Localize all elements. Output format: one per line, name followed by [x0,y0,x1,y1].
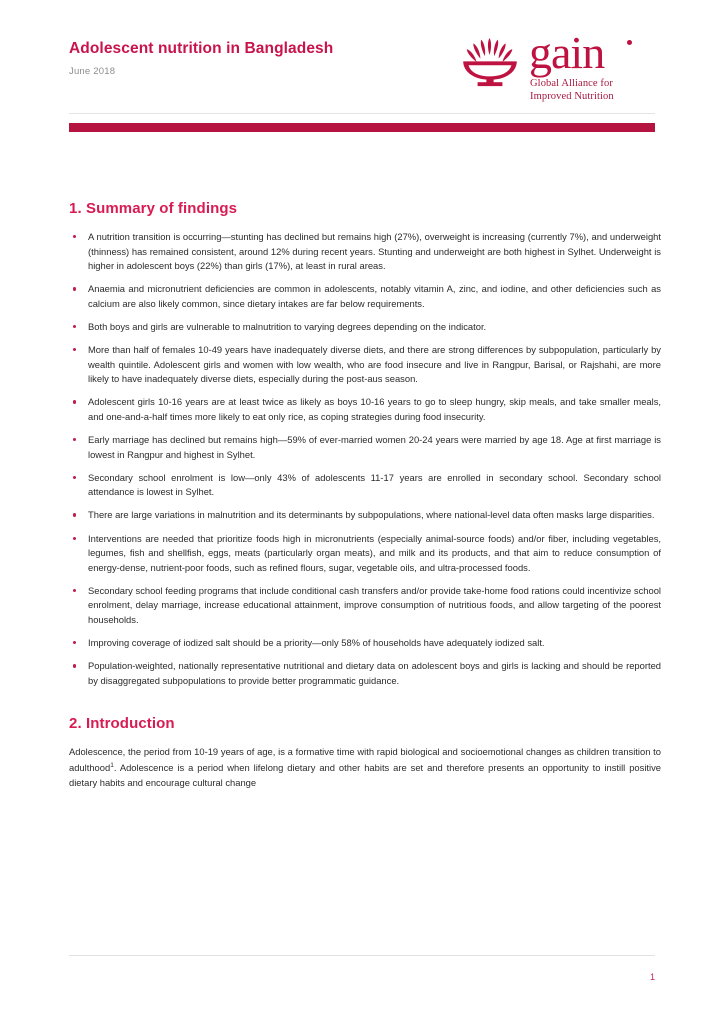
document-content [69,200,661,790]
section-heading-summary: 1. Summary of findings [69,200,238,217]
logo-tagline [530,78,614,103]
header-title-block [69,40,333,77]
logo-dot-icon [627,40,632,45]
page-header [69,27,655,104]
list-item: Both boys and girls are vulnerable to malnutrition to varying degrees depending on the indicator. [69,320,661,335]
list-item: Improving coverage of iodized salt should be a priority—only 58% of households have adequately iodized salt. [69,636,661,651]
header-divider-thin [69,113,655,114]
footer-divider [69,955,655,956]
logo-tagline-line-1: Global Alliance for [530,78,613,89]
header-divider-crimson [69,123,655,132]
list-item: Secondary school enrolment is low—only 43% of adolescents 11-17 years are enrolled in secondary school. Secondary school attendance is lowest in Sylhet. [69,471,661,500]
introduction-paragraph [69,744,661,790]
list-item: More than half of females 10-49 years have inadequately diverse diets, and there are strong differences by subpopulation, particularly by wealth quintile. Adolescent girls and women with low wealth, who are food insecure and live in Rangpur, Barisal, or Rajshahi, are more likely to have inadequately diverse diets, especially during the post-aus season. [69,343,661,387]
list-item: Early marriage has declined but remains high—59% of ever-married women 20-24 years were married by age 18. Age at first marriage is lowest in Rangpur and highest in Sylhet. [69,433,661,462]
logo-wordmark: gain [529,27,605,78]
introduction-text-part-2: . Adolescence is a period when lifelong dietary and other habits are set and therefore presents an opportunity to instill positive dietary habits and encourage cultural change [69,761,661,788]
list-item: There are large variations in malnutrition and its determinants by subpopulations, where national-level data often masks large disparities. [69,508,661,523]
list-item: A nutrition transition is occurring—stunting has declined but remains high (27%), overweight is increasing (currently 7%), and underweight (thinness) has remained consistent, around 12% during recent years. Stunting and underweight are both highest in Sylhet. Underweight is higher in adolescent boys (22%) than girls (17%), at least in rural areas. [69,230,661,274]
list-item: Anaemia and micronutrient deficiencies are common in adolescents, notably vitamin A, zinc, and iodine, and other deficiencies such as calcium are also likely common, since dietary intakes are far below requirements. [69,282,661,311]
list-item: Interventions are needed that prioritize foods high in micronutrients (especially animal-source foods) and/or fiber, including vegetables, legumes, fish and shellfish, eggs, meats (particularly organ meats), and milk and its products, and that aim to reduce consumption of energy-dense, nutrient-poor foods, such as refined flours, sugar, vegetable oils, and ultra-processed foods. [69,532,661,576]
document-date: June 2018 [69,66,116,78]
bowl-with-wheat-logo-icon [459,36,521,88]
section-heading-introduction: 2. Introduction [69,715,175,733]
footnote-reference-marker: 1 [110,761,114,769]
list-item: Secondary school feeding programs that include conditional cash transfers and/or provide take-home food rations could incentivize school enrolment, delay marriage, increase educational attainment, improve consumption of nutritious foods, and allow targeting of the poorest households. [69,584,661,628]
introduction-text-part-1: Adolescence, the period from 10-19 years of age, is a formative time with rapid biological and socioemotional changes as children transition to adulthood [69,746,661,773]
document-title: Adolescent nutrition in Bangladesh [69,40,334,57]
gain-logo [459,27,655,106]
summary-findings-list [69,230,661,688]
logo-tagline-line-2: Improved Nutrition [530,90,614,102]
list-item: Adolescent girls 10-16 years are at least twice as likely as boys 10-16 years to go to sleep hungry, skip meals, and take smaller meals, and one-and-a-half times more likely to eat only rice, as coping strategies during food insecurity. [69,395,661,424]
list-item: Population-weighted, nationally representative nutritional and dietary data on adolescent boys and girls is lacking and should be reported by disaggregated subpopulations to provide better programmatic guidance. [69,659,661,688]
page-number: 1 [649,972,655,982]
